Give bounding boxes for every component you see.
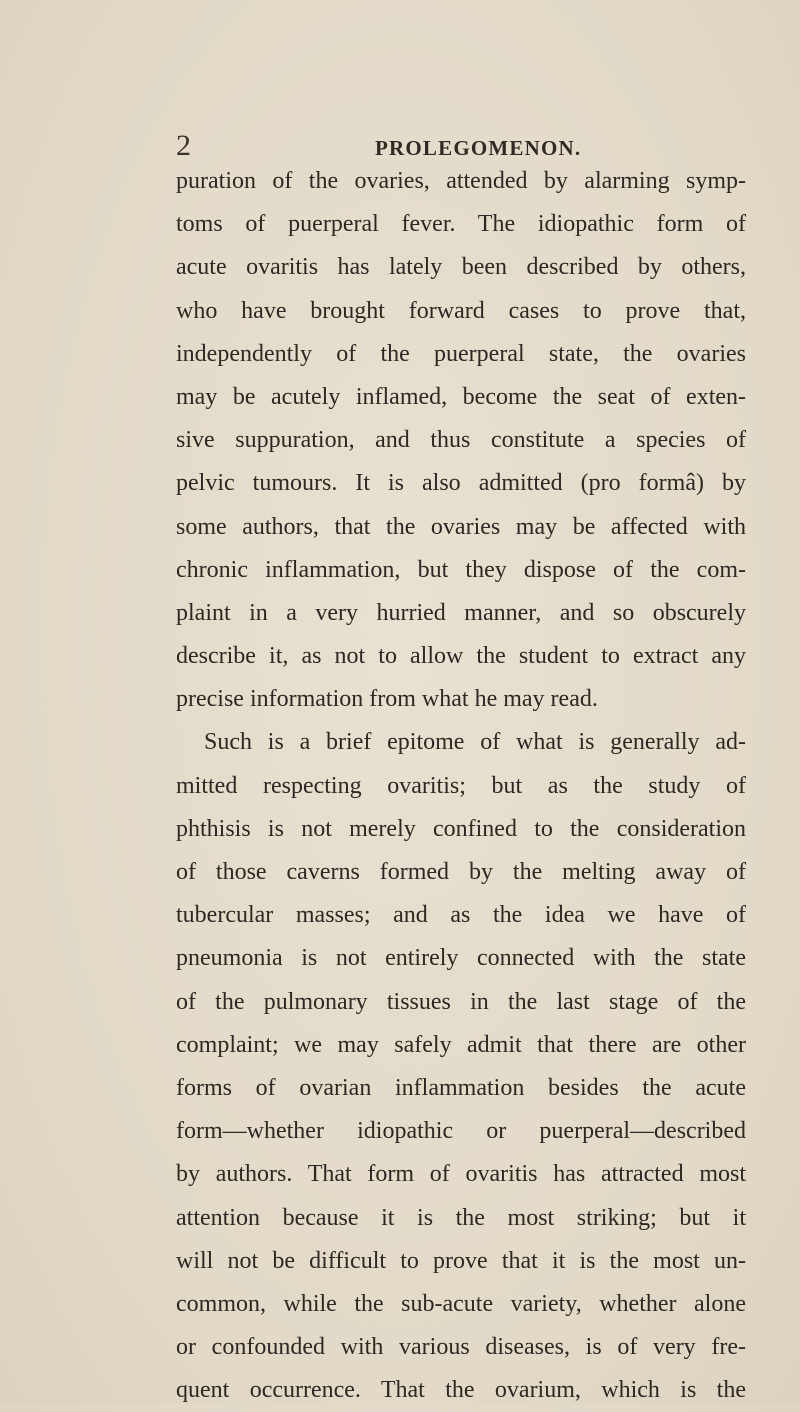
text-line: toms of puerperal fever. The idiopathic form of bbox=[176, 211, 746, 238]
text-line: quent occurrence. That the ovarium, which is the bbox=[176, 1377, 746, 1404]
text-line-paragraph-start: Such is a brief epitome of what is generally ad- bbox=[204, 729, 746, 756]
text-line: mitted respecting ovaritis; but as the study of bbox=[176, 772, 746, 799]
text-line: sive suppuration, and thus constitute a species of bbox=[176, 427, 746, 454]
page-number: 2 bbox=[176, 129, 191, 162]
text-line: or confounded with various diseases, is of very fre- bbox=[176, 1334, 746, 1361]
text-line: complaint; we may safely admit that there are other bbox=[176, 1031, 746, 1058]
text-line: plaint in a very hurried manner, and so obscurely bbox=[176, 599, 746, 626]
text-line: common, while the sub-acute variety, whether alone bbox=[176, 1290, 746, 1317]
text-line: phthisis is not merely confined to the consideration bbox=[176, 815, 746, 842]
text-line: puration of the ovaries, attended by alarming symp- bbox=[176, 168, 746, 194]
text-line: by authors. That form of ovaritis has attracted most bbox=[176, 1161, 746, 1188]
text-line: form—whether idiopathic or puerperal—described bbox=[176, 1118, 746, 1145]
running-title: PROLEGOMENON. bbox=[375, 136, 582, 160]
text-line: may be acutely inflamed, become the seat of exten- bbox=[176, 383, 746, 410]
text-line: forms of ovarian inflammation besides the acute bbox=[176, 1074, 746, 1101]
text-line: describe it, as not to allow the student to extract any bbox=[176, 643, 746, 670]
text-line: chronic inflammation, but they dispose of the com- bbox=[176, 556, 746, 583]
text-line: acute ovaritis has lately been described by others, bbox=[176, 254, 746, 281]
text-line: tubercular masses; and as the idea we have of bbox=[176, 902, 746, 929]
text-line: of those caverns formed by the melting away of bbox=[176, 859, 746, 885]
text-line: of the pulmonary tissues in the last stage of the bbox=[176, 988, 746, 1015]
text-line: pelvic tumours. It is also admitted (pro formâ) by bbox=[176, 470, 746, 497]
text-line: who have brought forward cases to prove that, bbox=[176, 297, 746, 324]
text-line: attention because it is the most striking; but it bbox=[176, 1204, 746, 1231]
text-line: independently of the puerperal state, the ovaries bbox=[176, 340, 746, 367]
text-line: pneumonia is not entirely connected with the state bbox=[176, 945, 746, 972]
text-line: some authors, that the ovaries may be affected with bbox=[176, 513, 746, 540]
text-line-paragraph-end: precise information from what he may read. bbox=[176, 686, 598, 713]
body-text bbox=[176, 160, 746, 1412]
text-line: will not be difficult to prove that it is the most un- bbox=[176, 1247, 746, 1274]
